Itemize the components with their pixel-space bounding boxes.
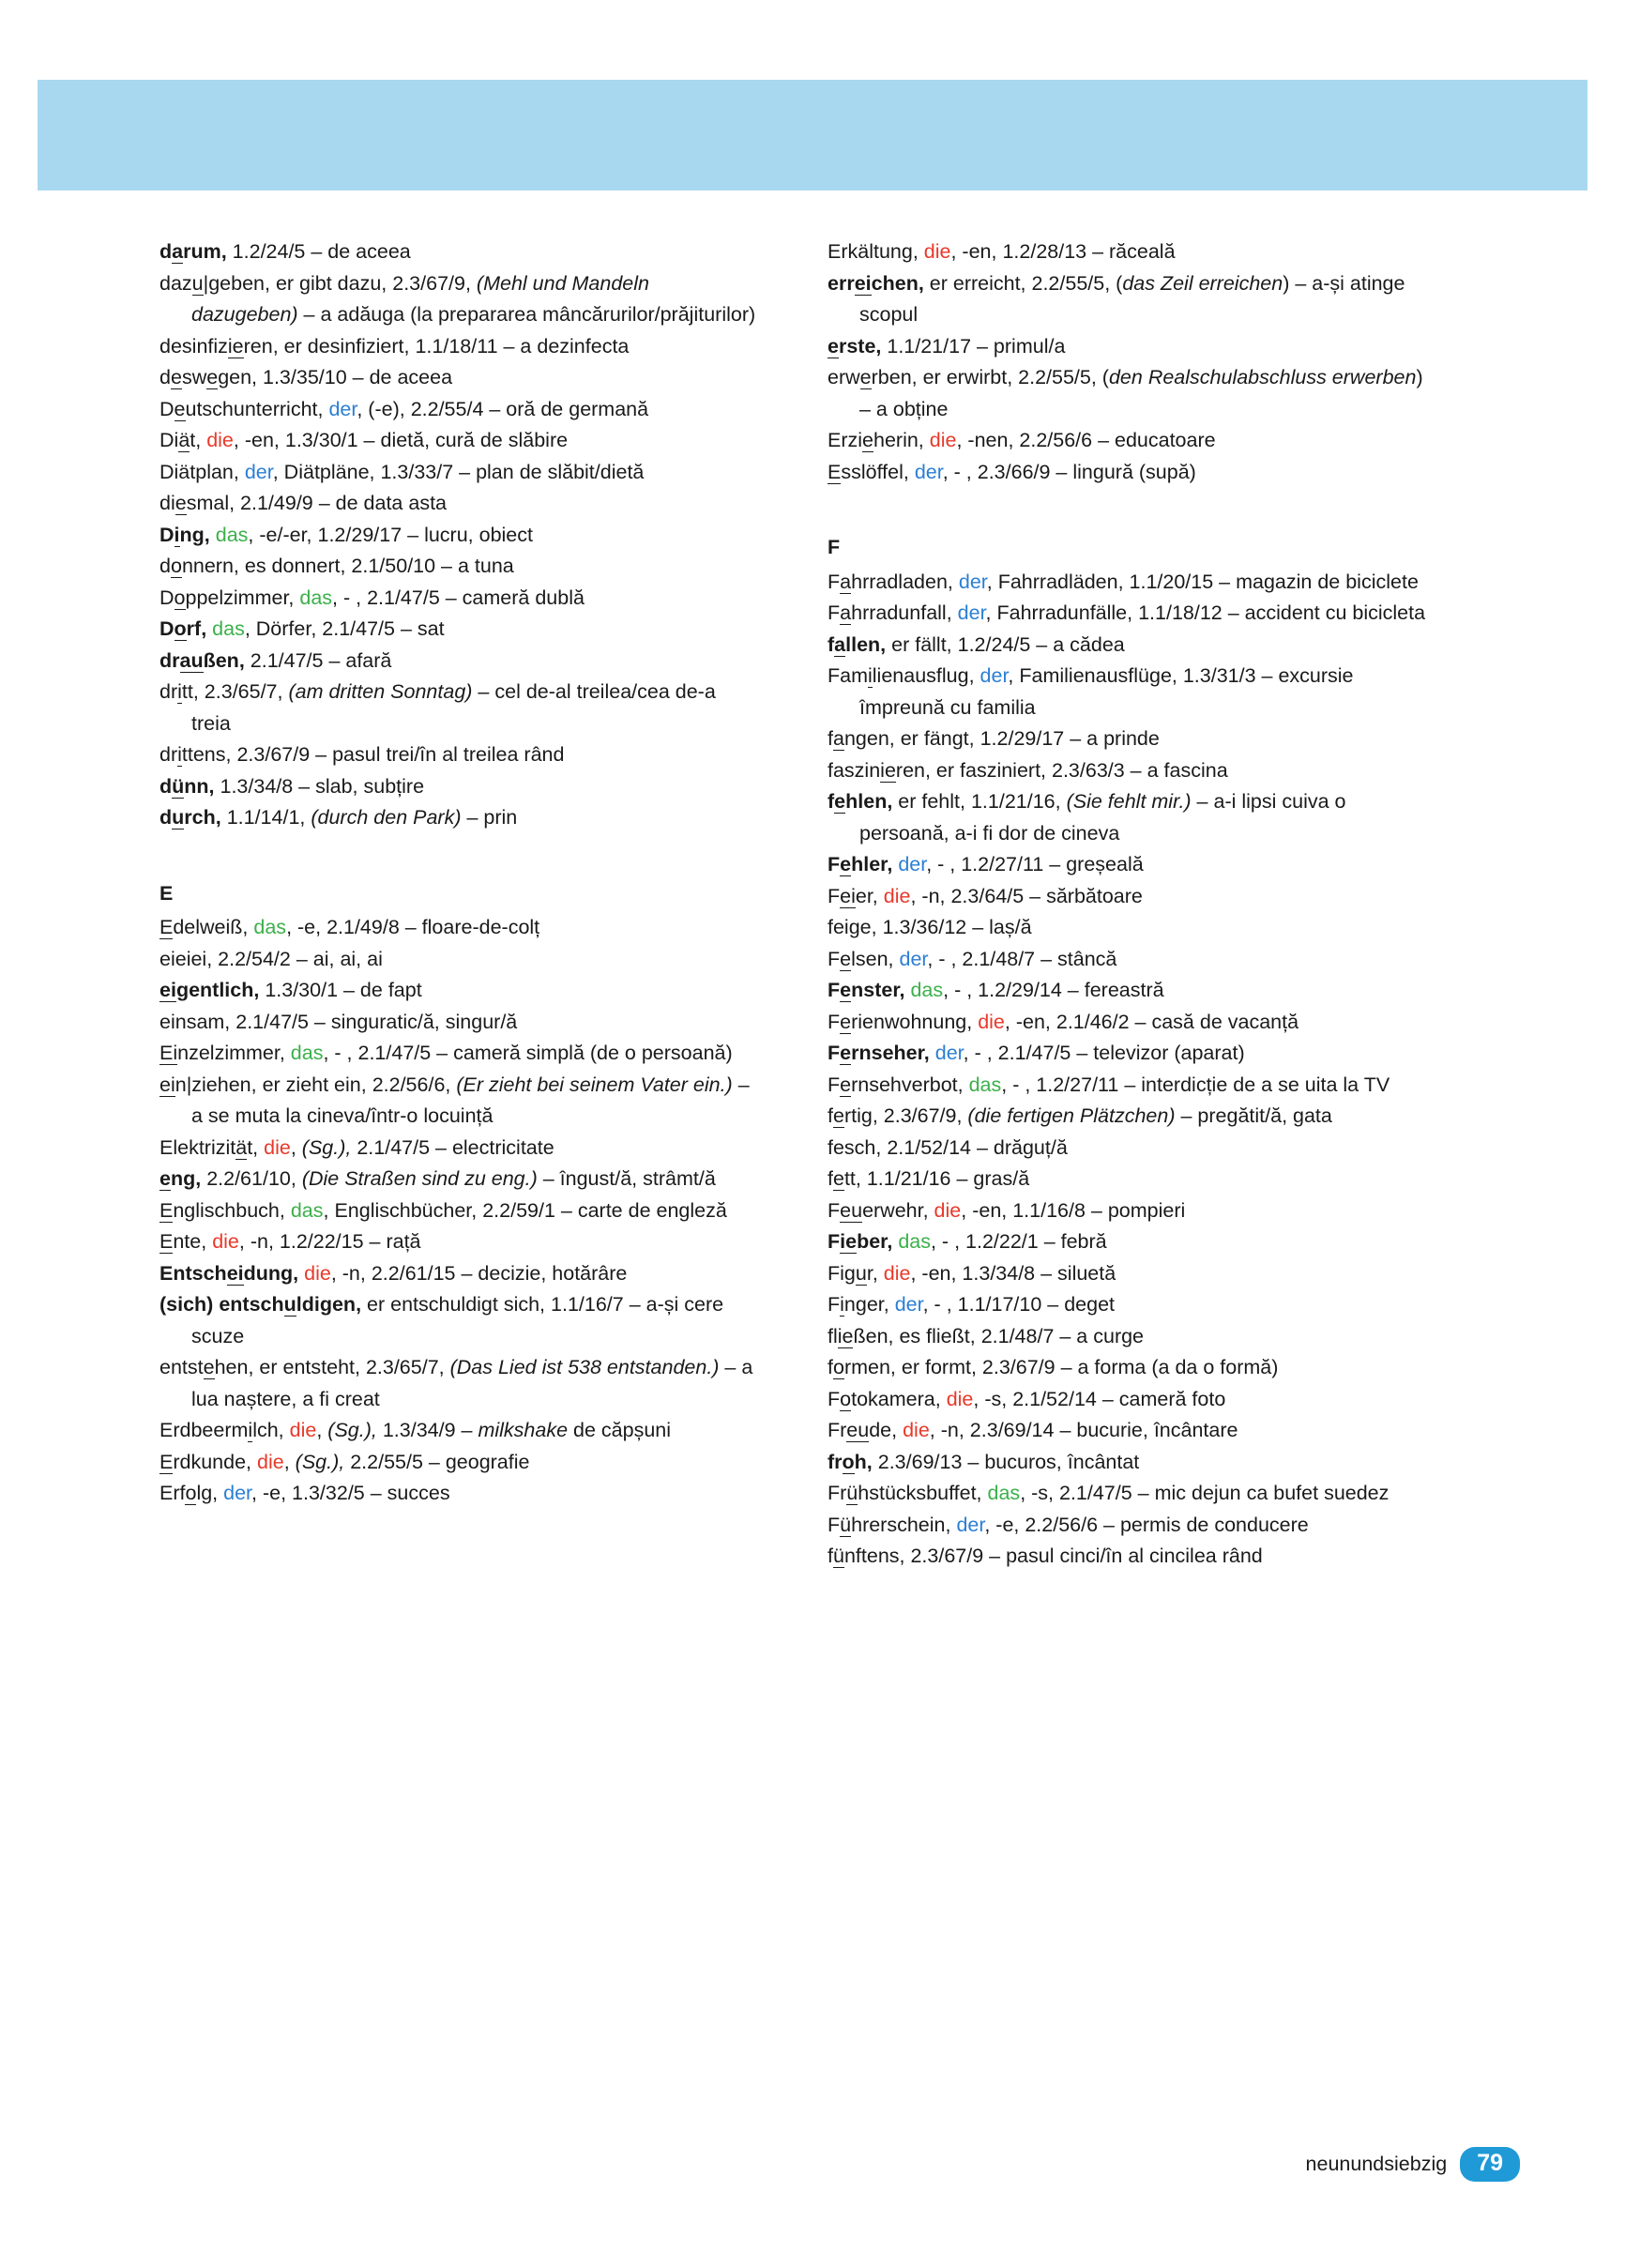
glossary-entry-fuenftens: fünftens, 2.3/67/9 – pasul cinci/în al cincilea rând — [828, 1545, 1263, 1567]
glossary-entry-erzieherin: Erzieherin, die, -nen, 2.2/56/6 – educatoare — [828, 429, 1216, 451]
left-entries-group-e — [159, 912, 760, 1510]
glossary-entry-entschuldigen: (sich) entschuldigen, er entschuldigt sich, 1.1/16/7 – a-și cere scuze — [159, 1293, 724, 1347]
glossary-entry-draussen: draußen, 2.1/47/5 – afară — [159, 648, 392, 672]
glossary-entry-einzelzimmer: Einzelzimmer, das, - , 2.1/47/5 – cameră simplă (de o persoană) — [159, 1042, 733, 1064]
glossary-entry-ente: Ente, die, -n, 1.2/22/15 – rață — [159, 1230, 421, 1253]
glossary-entry-ding: Ding, das, -e/-er, 1.2/29/17 – lucru, obiect — [159, 523, 533, 546]
right-entries-group-f — [828, 567, 1428, 1573]
glossary-entry-fahrradladen: Fahrradladen, der, Fahrradläden, 1.1/20/15 – magazin de biciclete — [828, 570, 1419, 593]
glossary-entry-desinfizieren: desinfizieren, er desinfiziert, 1.1/18/11 – a dezinfecta — [159, 334, 630, 358]
glossary-entry-fenster: Fenster, das, - , 1.2/29/14 – fereastră — [828, 979, 1164, 1001]
glossary-entry-fuehrerschein: Führerschein, der, -e, 2.2/56/6 – permis de conducere — [828, 1513, 1309, 1536]
glossary-entry-durch: durch, 1.1/14/1, (durch den Park) – prin — [159, 806, 518, 829]
glossary-entry-diaet: Diät, die, -en, 1.3/30/1 – dietă, cură de slăbire — [159, 429, 569, 451]
glossary-entry-ferienwohnung: Ferienwohnung, die, -en, 2.1/46/2 – casă de vacanță — [828, 1010, 1299, 1033]
letter-heading-e: E — [159, 881, 174, 905]
glossary-entry-fehler: Fehler, der, - , 1.2/27/11 – greșeală — [828, 853, 1144, 875]
glossary-entry-fahrradunfall: Fahrradunfall, der, Fahrradunfälle, 1.1/18/12 – accident cu bicicleta — [828, 601, 1426, 624]
glossary-entry-einsam: einsam, 2.1/47/5 – singuratic/ă, singur/ă — [159, 1010, 518, 1033]
glossary-entry-feier: Feier, die, -n, 2.3/64/5 – sărbătoare — [828, 884, 1143, 907]
glossary-entry-deswegen: deswegen, 1.3/35/10 – de aceea — [159, 366, 453, 388]
glossary-entry-elektrizitaet: Elektrizität, die, (Sg.), 2.1/47/5 – electricitate — [159, 1135, 554, 1159]
glossary-entry-duenn: dünn, 1.3/34/8 – slab, subțire — [159, 774, 425, 798]
glossary-columns — [0, 236, 1625, 1573]
glossary-entry-doppelzimmer: Doppelzimmer, das, - , 2.1/47/5 – cameră dublă — [159, 586, 585, 609]
glossary-entry-erwerben: erwerben, er erwirbt, 2.2/55/5, (den Realschulabschluss erwerben) – a obține — [828, 366, 1423, 420]
glossary-entry-fett: fett, 1.1/21/16 – gras/ă — [828, 1167, 1030, 1190]
glossary-entry-fieber: Fieber, das, - , 1.2/22/1 – febră — [828, 1230, 1107, 1253]
glossary-entry-faszinieren: faszinieren, er fasziniert, 2.3/63/3 – a fascina — [828, 758, 1228, 782]
glossary-entry-erfolg: Erfolg, der, -e, 1.3/32/5 – succes — [159, 1482, 450, 1504]
glossary-entry-familienausflug: Familienausflug, der, Familienausflüge, 1.3/31/3 – excursie împreună cu familia — [828, 664, 1354, 719]
glossary-entry-dritt: dritt, 2.3/65/7, (am dritten Sonntag) – cel de-al treilea/cea de-a treia — [159, 680, 716, 735]
glossary-entry-entscheidung: Entscheidung, die, -n, 2.2/61/15 – decizie, hotărâre — [159, 1261, 628, 1285]
glossary-entry-fertig: fertig, 2.3/67/9, (die fertigen Plätzchen) – pregătit/ă, gata — [828, 1104, 1332, 1127]
glossary-entry-deutschunterricht: Deutschunterricht, der, (-e), 2.2/55/4 – oră de germană — [159, 397, 649, 420]
glossary-entry-drittens: drittens, 2.3/67/9 – pasul trei/în al treilea rând — [159, 743, 565, 766]
glossary-entry-felsen: Felsen, der, - , 2.1/48/7 – stâncă — [828, 947, 1117, 970]
glossary-entry-darum: darum, 1.2/24/5 – de aceea — [159, 240, 411, 263]
glossary-entry-erdbeermilch: Erdbeermilch, die, (Sg.), 1.3/34/9 – milkshake de căpșuni — [159, 1419, 672, 1441]
glossary-entry-erkaeltung: Erkältung, die, -en, 1.2/28/13 – răceală — [828, 240, 1176, 263]
glossary-entry-edelweiss: Edelweiß, das, -e, 2.1/49/8 – floare-de-colț — [159, 916, 540, 938]
glossary-entry-fotokamera: Fotokamera, die, -s, 2.1/52/14 – cameră foto — [828, 1387, 1226, 1410]
right-column — [828, 236, 1428, 1573]
glossary-entry-fehlen: fehlen, er fehlt, 1.1/21/16, (Sie fehlt mir.) – a-i lipsi cuiva o persoană, a-i fi dor de cineva — [828, 790, 1346, 845]
glossary-entry-erreichen: erreichen, er erreicht, 2.2/55/5, (das Zeil erreichen) – a-și atinge scopul — [828, 271, 1405, 326]
glossary-entry-formen: formen, er formt, 2.3/67/9 – a forma (a da o formă) — [828, 1356, 1279, 1378]
glossary-entry-erdkunde: Erdkunde, die, (Sg.), 2.2/55/5 – geografie — [159, 1450, 530, 1473]
glossary-entry-fangen: fangen, er fängt, 1.2/29/17 – a prinde — [828, 727, 1160, 750]
glossary-entry-einziehen: ein|ziehen, er zieht ein, 2.2/56/6, (Er zieht bei seinem Vater ein.) – a se muta la cineva/într-o locuință — [159, 1073, 750, 1127]
glossary-entry-fesch: fesch, 2.1/52/14 – drăguț/ă — [828, 1135, 1068, 1159]
glossary-entry-fernsehverbot: Fernsehverbot, das, - , 1.2/27/11 – interdicție de a se uita la TV — [828, 1073, 1390, 1096]
page-number-word: neunundsiebzig — [1305, 2153, 1448, 2175]
glossary-entry-eng: eng, 2.2/61/10, (Die Straßen sind zu eng.) – îngust/ă, strâmt/ă — [159, 1167, 716, 1190]
glossary-entry-englischbuch: Englischbuch, das, Englischbücher, 2.2/59/1 – carte de engleză — [159, 1198, 727, 1222]
letter-heading-f: F — [828, 536, 841, 558]
glossary-entry-figur: Figur, die, -en, 1.3/34/8 – siluetă — [828, 1261, 1116, 1285]
glossary-entry-eigentlich: eigentlich, 1.3/30/1 – de fapt — [159, 979, 422, 1001]
glossary-entry-fliessen: fließen, es fließt, 2.1/48/7 – a curge — [828, 1324, 1145, 1347]
glossary-entry-feuerwehr: Feuerwehr, die, -en, 1.1/16/8 – pompieri — [828, 1198, 1186, 1222]
glossary-entry-entstehen: entstehen, er entsteht, 2.3/65/7, (Das Lied ist 538 entstanden.) – a lua naștere, a fi creat — [159, 1356, 753, 1410]
glossary-entry-fruehstuecksbuffet: Frühstücksbuffet, das, -s, 2.1/47/5 – mic dejun ca bufet suedez — [828, 1482, 1390, 1504]
header-band — [38, 80, 1587, 190]
glossary-entry-froh: froh, 2.3/69/13 – bucuros, încântat — [828, 1450, 1140, 1473]
left-column — [159, 236, 760, 1573]
glossary-entry-erste: erste, 1.1/21/17 – primul/a — [828, 334, 1066, 358]
glossary-entry-dazugeben: dazu|geben, er gibt dazu, 2.3/67/9, (Mehl und Mandeln dazugeben) – a adăuga (la prepararea mâncărurilor/prăjiturilor) — [159, 271, 756, 326]
glossary-entry-fernseher: Fernseher, der, - , 2.1/47/5 – televizor (aparat) — [828, 1042, 1245, 1064]
page-number-badge: 79 — [1460, 2147, 1520, 2182]
glossary-entry-finger: Finger, der, - , 1.1/17/10 – deget — [828, 1293, 1116, 1316]
page-footer — [1306, 2147, 1520, 2182]
glossary-entry-fallen: fallen, er fällt, 1.2/24/5 – a cădea — [828, 632, 1125, 656]
glossary-entry-diaetplan: Diätplan, der, Diätpläne, 1.3/33/7 – plan de slăbit/dietă — [159, 460, 645, 483]
glossary-entry-dorf: Dorf, das, Dörfer, 2.1/47/5 – sat — [159, 617, 445, 640]
glossary-entry-donnern: donnern, es donnert, 2.1/50/10 – a tuna — [159, 555, 514, 577]
glossary-entry-eieiei: eieiei, 2.2/54/2 – ai, ai, ai — [159, 947, 383, 970]
glossary-entry-feige: feige, 1.3/36/12 – laș/ă — [828, 916, 1032, 938]
glossary-entry-freude: Freude, die, -n, 2.3/69/14 – bucurie, încântare — [828, 1419, 1238, 1441]
glossary-entry-diesmal: diesmal, 2.1/49/9 – de data asta — [159, 492, 447, 514]
glossary-entry-essloeffel: Esslöffel, der, - , 2.3/66/9 – lingură (supă) — [828, 460, 1196, 483]
right-entries-group-e — [828, 236, 1428, 488]
left-entries-group-d — [159, 236, 760, 834]
